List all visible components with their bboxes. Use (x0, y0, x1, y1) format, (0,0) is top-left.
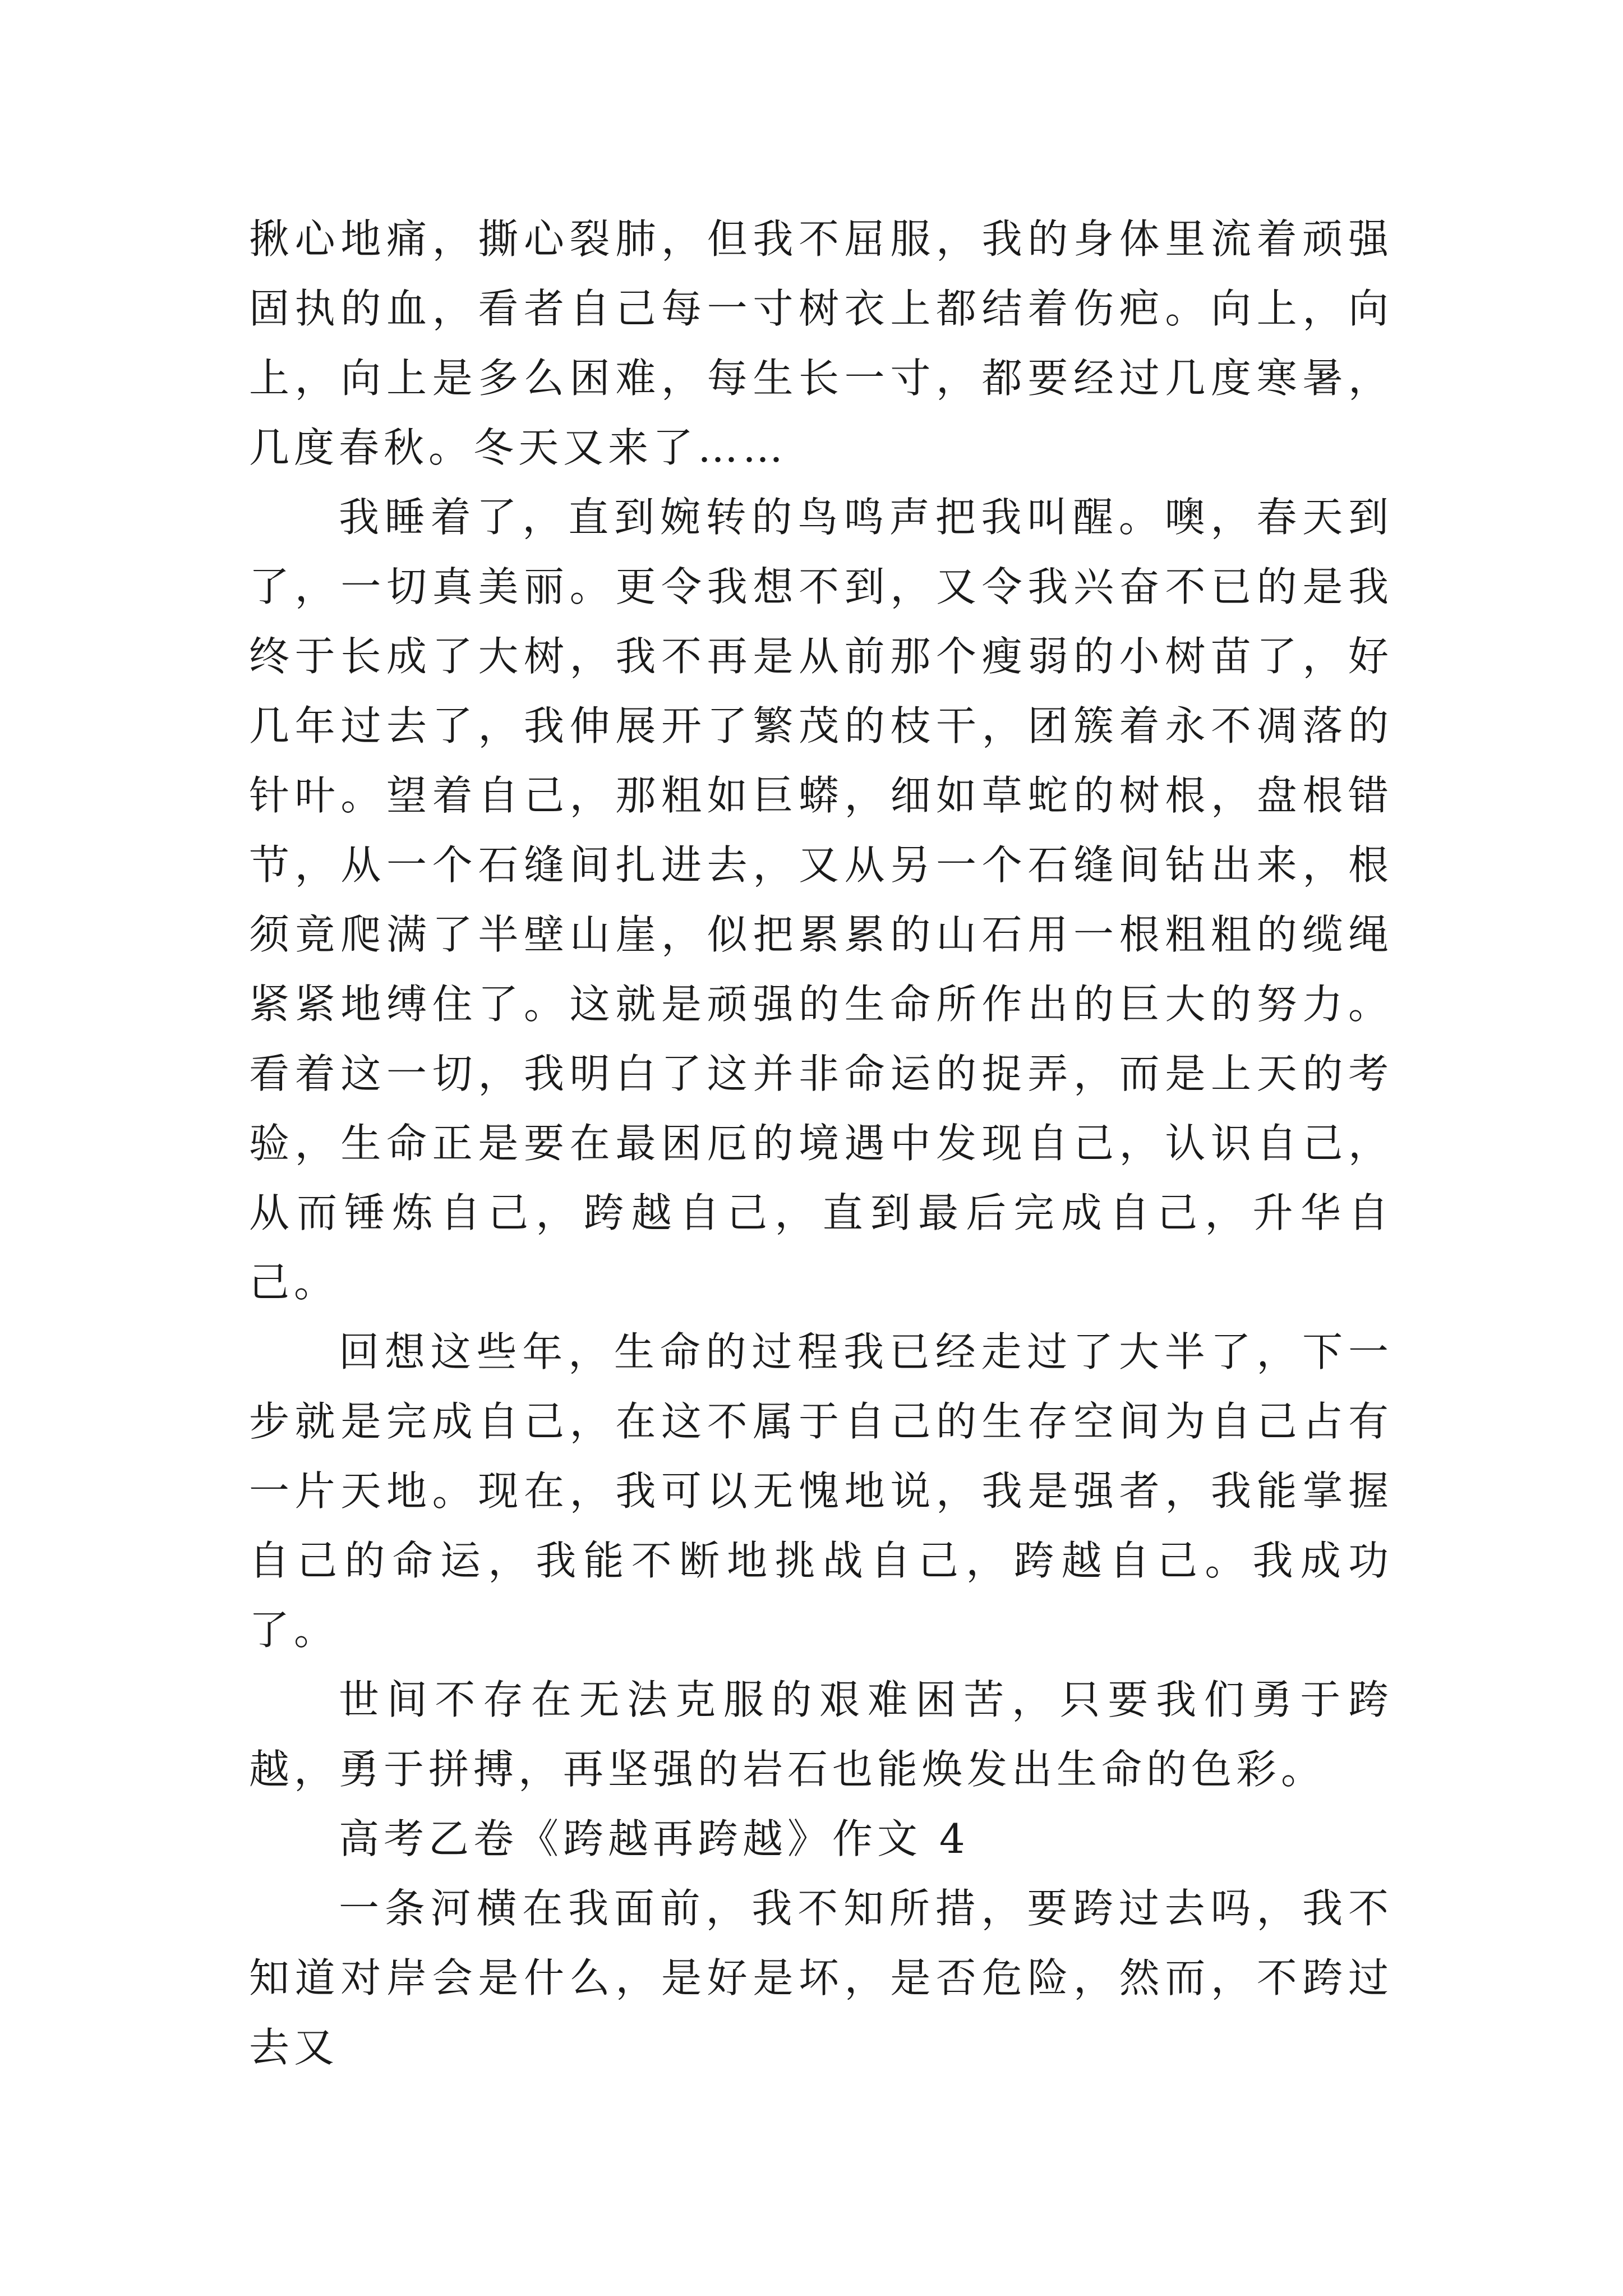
section-heading: 高考乙卷《跨越再跨越》作文 4 (339, 1815, 970, 1862)
document-body (249, 204, 1393, 2082)
paragraph-5: 一条河横在我面前，我不知所措，要跨过去吗，我不知道对岸会是什么，是好是坏，是否危险，然而，不跨过去又 (249, 1885, 1393, 2071)
paragraph-4: 世间不存在无法克服的艰难困苦，只要我们勇于跨越，勇于拼搏，再坚强的岩石也能焕发出生命的色彩。 (249, 1676, 1393, 1793)
paragraph-3: 回想这些年，生命的过程我已经走过了大半了，下一步就是完成自己，在这不属于自己的生存空间为自己占有一片天地。现在，我可以无愧地说，我是强者，我能掌握自己的命运，我能不断地挑战自己，跨越自己。我成功了。 (249, 1328, 1393, 1654)
paragraph-2: 我睡着了，直到婉转的鸟鸣声把我叫醒。噢，春天到了，一切真美丽。更令我想不到，又令我兴奋不已的是我终于长成了大树，我不再是从前那个瘦弱的小树苗了，好几年过去了，我伸展开了繁茂的枝干，团簇着永不凋落的针叶。望着自己，那粗如巨蟒，细如草蛇的树根，盘根错节，从一个石缝间扎进去，又从另一个石缝间钻出来，根须竟爬满了半壁山崖，似把累累的山石用一根粗粗的缆绳紧紧地缚住了。这就是顽强的生命所作出的巨大的努力。看着这一切，我明白了这并非命运的捉弄，而是上天的考验，生命正是要在最困厄的境遇中发现自己，认识自己，从而锤炼自己，跨越自己，直到最后完成自己，升华自己。 (249, 494, 1393, 1306)
paragraph-1: 揪心地痛，撕心裂肺，但我不屈服，我的身体里流着顽强固执的血，看者自己每一寸树衣上都结着伤疤。向上，向上，向上是多么困难，每生长一寸，都要经过几度寒暑，几度春秋。冬天又来了…… (249, 215, 1393, 471)
